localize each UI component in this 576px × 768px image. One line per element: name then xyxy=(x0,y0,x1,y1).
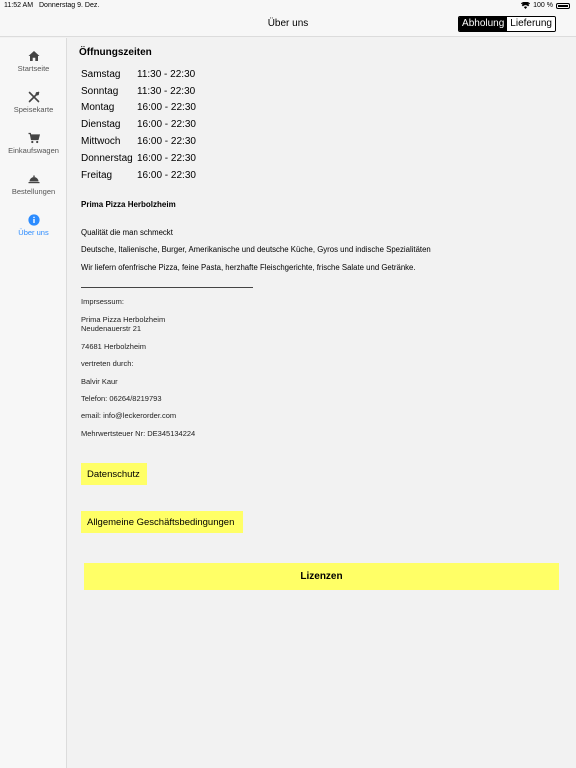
cloche-icon xyxy=(28,173,40,185)
privacy-button[interactable]: Datenschutz xyxy=(81,463,147,485)
home-icon xyxy=(28,50,40,62)
segment-pickup[interactable]: Abholung xyxy=(459,17,507,31)
sidebar-item-startseite[interactable] xyxy=(0,50,67,86)
hours-day: Mittwoch xyxy=(81,136,121,148)
sidebar-item-speisekarte[interactable] xyxy=(0,91,67,127)
hours-day: Freitag xyxy=(81,169,113,181)
sidebar-item-label: Startseite xyxy=(17,64,50,73)
main-content xyxy=(67,38,576,768)
hours-row xyxy=(81,167,196,184)
hours-day: Samstag xyxy=(81,68,121,80)
opening-hours-heading: Öffnungszeiten xyxy=(79,47,152,58)
status-bar xyxy=(0,0,576,13)
hours-time: 16:00 - 22:30 xyxy=(137,102,196,114)
status-date: Donnerstag 9. Dez. xyxy=(39,2,100,9)
hours-time: 16:00 - 22:30 xyxy=(137,169,196,181)
sidebar-item-label: Bestellungen xyxy=(11,187,56,196)
sidebar-item-bestellungen[interactable] xyxy=(0,173,67,209)
sidebar-item-label: Speisekarte xyxy=(13,105,54,114)
segment-delivery[interactable]: Lieferung xyxy=(507,17,555,31)
hours-day: Sonntag xyxy=(81,85,119,97)
page-title: Über uns xyxy=(267,18,309,29)
hours-row xyxy=(81,83,196,100)
hours-time: 16:00 - 22:30 xyxy=(137,152,196,164)
shop-name: Prima Pizza Herbolzheim xyxy=(81,200,176,209)
hours-time: 16:00 - 22:30 xyxy=(137,136,196,148)
hours-day: Montag xyxy=(81,102,115,114)
sidebar-item-ueber-uns[interactable] xyxy=(0,214,67,250)
hours-row xyxy=(81,100,196,117)
status-right xyxy=(521,2,570,9)
battery-icon xyxy=(556,3,570,9)
hours-row xyxy=(81,133,196,150)
email-text: email: info@leckerorder.com xyxy=(81,411,177,420)
hours-time: 11:30 - 22:30 xyxy=(137,85,196,97)
terms-button[interactable]: Allgemeine Geschäftsbedingungen xyxy=(81,511,243,533)
hours-row xyxy=(81,66,196,83)
sidebar-item-label: Einkaufswagen xyxy=(8,146,59,155)
phone-text: Telefon: 06264/8219793 xyxy=(81,394,162,403)
delivery-text: Wir liefern ofenfrische Pizza, feine Pasta, herzhafte Fleischgerichte, frische Salate und Getränke. xyxy=(81,263,416,272)
sidebar-item-label: Über uns xyxy=(18,228,49,237)
order-mode-segmented-control[interactable] xyxy=(458,16,556,32)
wifi-icon xyxy=(521,2,530,9)
hours-time: 11:30 - 22:30 xyxy=(137,68,196,80)
represented-label: vertreten durch: xyxy=(81,359,134,368)
representative-name: Balvir Kaur xyxy=(81,377,118,386)
imprint-city: 74681 Herbolzheim xyxy=(81,342,147,351)
info-icon xyxy=(28,214,40,226)
imprint-label: Imprsessum: xyxy=(81,297,124,306)
licenses-button[interactable]: Lizenzen xyxy=(84,563,559,590)
cutlery-icon xyxy=(28,91,40,103)
hours-row xyxy=(81,150,196,167)
status-time: 11:52 AM xyxy=(4,2,34,9)
sidebar xyxy=(0,38,67,768)
imprint-name: Prima Pizza Herbolzheim xyxy=(81,315,166,324)
hours-day: Dienstag xyxy=(81,119,121,131)
divider xyxy=(81,287,253,288)
opening-hours-table xyxy=(81,66,196,184)
cart-icon xyxy=(28,132,40,144)
navigation-bar xyxy=(0,13,576,37)
hours-row xyxy=(81,116,196,133)
battery-percent: 100 % xyxy=(533,2,553,9)
imprint-street: Neudenauerstr 21 xyxy=(81,324,142,333)
slogan: Qualität die man schmeckt xyxy=(81,228,173,237)
vat-text: Mehrwertsteuer Nr: DE345134224 xyxy=(81,429,196,438)
sidebar-item-einkaufswagen[interactable] xyxy=(0,132,67,168)
hours-day: Donnerstag xyxy=(81,152,133,164)
hours-time: 16:00 - 22:30 xyxy=(137,119,196,131)
cuisines-text: Deutsche, Italienische, Burger, Amerikanische und deutsche Küche, Gyros und indische Spezialitäten xyxy=(81,245,431,254)
